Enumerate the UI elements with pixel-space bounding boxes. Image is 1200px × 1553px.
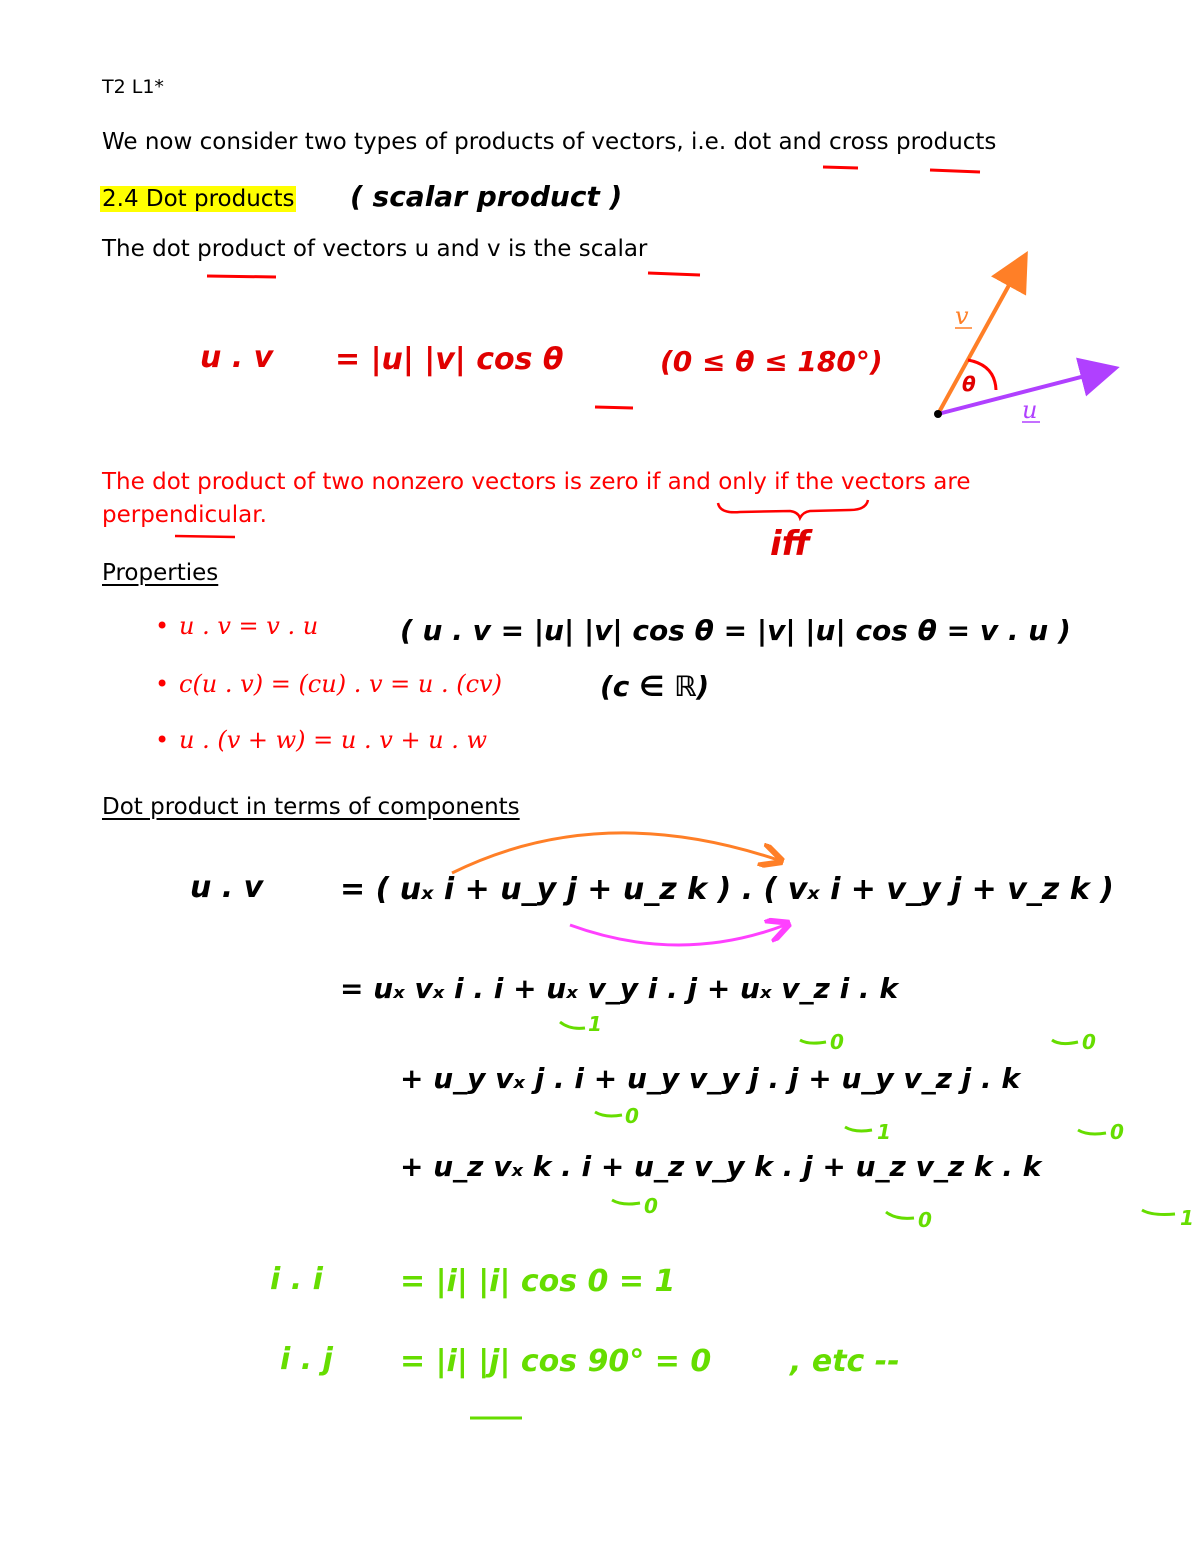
bullet-icon: • bbox=[155, 726, 170, 754]
underline-perpendicular bbox=[175, 536, 235, 537]
mark-kk: 1 bbox=[1180, 1206, 1194, 1230]
definition-text: The dot product of vectors u and v is the scalar bbox=[102, 236, 648, 262]
mark-jk: 0 bbox=[1110, 1120, 1124, 1144]
underline-theta bbox=[595, 407, 633, 408]
diagram-label-v: v bbox=[955, 302, 969, 330]
perpendicular-note: The dot product of two nonzero vectors is zero if and only if the vectors are perpendicular. bbox=[102, 469, 971, 528]
components-line-2: = uₓ vₓ i . i + uₓ v_y i . j + uₓ v_z i . k bbox=[340, 972, 898, 1005]
mark-ki: 0 bbox=[644, 1194, 658, 1218]
intro-text: We now consider two types of products of vectors, i.e. dot and cross products bbox=[102, 129, 997, 155]
unit-result-1-rhs: = |i| |i| cos 0 = 1 bbox=[400, 1264, 676, 1299]
components-line-1-rhs: = ( uₓ i + u_y j + u_z k ) . ( vₓ i + v_y j + v_z k ) bbox=[340, 872, 1114, 907]
magenta-curve-arrow bbox=[570, 925, 785, 945]
formula-range: (0 ≤ θ ≤ 180°) bbox=[660, 345, 883, 378]
underline-cross bbox=[930, 170, 980, 172]
vector-v-arrow bbox=[938, 258, 1024, 414]
underline-scalar bbox=[648, 273, 700, 275]
bullet-icon: • bbox=[155, 612, 170, 640]
orange-curve-arrow bbox=[452, 833, 778, 873]
underline-dot bbox=[823, 167, 858, 168]
properties-heading: Properties bbox=[102, 560, 219, 586]
section-heading-label: 2.4 Dot products bbox=[102, 186, 295, 212]
bullet-icon: • bbox=[155, 670, 170, 698]
unit-result-2-lhs: i . j bbox=[280, 1342, 333, 1377]
vector-u-arrow bbox=[938, 369, 1112, 414]
property-2-note: (c ∈ ℝ) bbox=[600, 670, 710, 703]
mark-jj: 1 bbox=[877, 1120, 891, 1144]
unit-result-2-rhs: = |i| |j| cos 90° = 0 bbox=[400, 1344, 712, 1379]
property-3-rule: u . (v + w) = u . v + u . w bbox=[179, 726, 488, 754]
diagram-label-u: u bbox=[1022, 396, 1038, 424]
property-1-note: ( u . v = |u| |v| cos θ = |v| |u| cos θ = v . u ) bbox=[400, 614, 1071, 647]
underline-product bbox=[207, 276, 276, 277]
page-code: T2 L1* bbox=[102, 76, 164, 98]
unit-result-1-lhs: i . i bbox=[270, 1262, 323, 1297]
mark-ik: 0 bbox=[1082, 1030, 1096, 1054]
components-line-1-lhs: u . v bbox=[190, 870, 264, 905]
components-line-4: + u_z vₓ k . i + u_z v_y k . j + u_z v_z k . k bbox=[400, 1150, 1042, 1183]
mark-ij: 0 bbox=[830, 1030, 844, 1054]
diagram-label-theta: θ bbox=[962, 372, 976, 396]
mark-ji: 0 bbox=[625, 1104, 639, 1128]
components-heading: Dot product in terms of components bbox=[102, 794, 520, 820]
unit-result-2-tail: , etc -- bbox=[790, 1344, 900, 1379]
mark-ii: 1 bbox=[588, 1012, 602, 1036]
formula-lhs: u . v bbox=[200, 340, 274, 375]
origin-dot bbox=[934, 410, 942, 418]
components-line-3: + u_y vₓ j . i + u_y v_y j . j + u_y v_z j . k bbox=[400, 1062, 1021, 1095]
property-1-rule: u . v = v . u bbox=[179, 612, 319, 640]
mark-kj: 0 bbox=[918, 1208, 932, 1232]
iff-note: iff bbox=[770, 524, 810, 564]
iff-brace bbox=[718, 500, 868, 518]
angle-arc bbox=[968, 360, 996, 390]
property-2-rule: c(u . v) = (cu) . v = u . (cv) bbox=[179, 670, 502, 698]
formula-rhs: = |u| |v| cos θ bbox=[335, 342, 564, 377]
section-aside: ( scalar product ) bbox=[350, 180, 623, 213]
